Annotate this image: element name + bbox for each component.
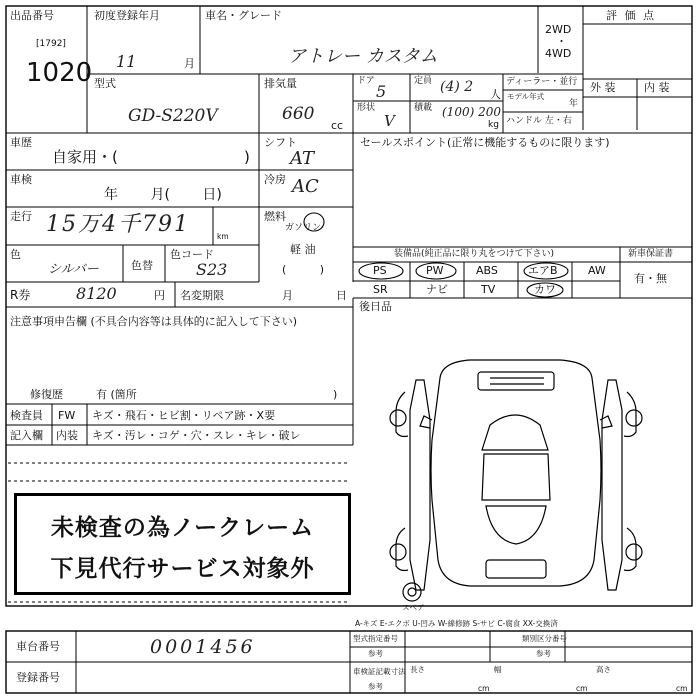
height-cm: cm <box>676 684 688 693</box>
score-label: 評 価 点 <box>606 9 656 22</box>
displacement-label: 排気量 <box>264 77 297 90</box>
inspection-value: 年 月( 日) <box>104 187 222 203</box>
fuel-paren: ( ) <box>282 263 325 276</box>
payload-value: (100) 200 <box>442 105 501 119</box>
type-desig-ref: 参考 <box>368 649 383 658</box>
payload-unit: kg <box>488 120 499 130</box>
aftermarket-label: 後日品 <box>359 300 392 313</box>
usage-label: 車歴 <box>10 136 32 149</box>
spare-label: スペア <box>402 603 425 612</box>
lot-label: 出品番号 <box>10 9 54 22</box>
first-reg-label: 初度登録年月 <box>94 9 160 22</box>
first-reg-month-unit: 月 <box>184 57 195 70</box>
chassis-value: 0001456 <box>150 636 256 658</box>
model-grade-label: 車名・グレード <box>205 9 282 22</box>
sales-points-label: セールスポイント(正常に機能するものに限ります) <box>360 136 610 149</box>
lot-ref: [1792] <box>36 39 66 49</box>
warranty-label: 新車保証書 <box>628 249 674 259</box>
mileage-unit: km <box>217 232 229 241</box>
displacement-unit: cc <box>331 119 344 132</box>
width-cm: cm <box>576 684 588 693</box>
type-desig-label: 型式指定番号 <box>353 634 398 643</box>
class-label: 類別区分番号 <box>522 634 567 643</box>
fuel-label: 燃料 <box>264 210 286 223</box>
equip-tv: TV <box>481 283 496 296</box>
capacity-label: 定員 <box>414 76 433 86</box>
exterior-label: 外 装 <box>590 81 616 94</box>
width-label: 幅 <box>494 665 502 674</box>
equip-ps: PS <box>373 264 387 277</box>
repair-value: 有 (箇所 <box>96 388 137 401</box>
equip-navi: ナビ <box>426 283 448 296</box>
shape-value: V <box>384 112 395 130</box>
recycle-label: R券 <box>10 288 31 302</box>
dims-ref: 参考 <box>368 682 383 691</box>
inspector-label-1: 検査員 <box>10 409 43 422</box>
interior-label: 内 装 <box>644 81 670 94</box>
chassis-label: 車台番号 <box>16 640 60 653</box>
damage-legend: A-キズ E-エクボ U-凹み W-線修跡 S-サビ C-腐食 XX-交換済 <box>355 619 558 628</box>
capacity-unit: 人 <box>490 88 501 101</box>
equipment-label: 装備品(純正品に限り丸をつけて下さい) <box>394 249 555 259</box>
notes-label: 注意事項申告欄 (不具合内容等は具体的に記入して下さい) <box>10 315 298 328</box>
payload-label: 積載 <box>414 103 433 113</box>
repair-label: 修復歴 <box>30 388 63 401</box>
recycle-value: 8120 <box>76 284 117 303</box>
aircon-label: 冷房 <box>264 173 286 186</box>
drive-2wd: 2WD <box>545 23 572 36</box>
no-claim-stamp <box>14 493 351 595</box>
name-change-label: 名変期限 <box>180 289 224 302</box>
equip-abs: ABS <box>476 264 498 277</box>
model-year-unit: 年 <box>569 99 579 109</box>
fuel-gasoline: ガソリン <box>285 223 322 233</box>
name-change-day: 日 <box>336 289 347 302</box>
equip-sr: SR <box>373 283 388 296</box>
aircon-value: AC <box>292 176 319 197</box>
reg-label: 登録番号 <box>16 671 60 684</box>
stamp-line-2: 下見代行サービス対象外 <box>50 556 315 582</box>
dims-label: 車検証記載寸法 <box>353 667 406 676</box>
equip-pw: PW <box>426 264 444 277</box>
car-diagram <box>390 360 642 601</box>
fuel-diesel: 軽 油 <box>290 243 316 256</box>
fw-items: キズ・飛石・ヒビ割・リペア跡・X要 <box>92 409 276 422</box>
doors-label: ドア <box>357 76 375 86</box>
mileage-label: 走行 <box>10 210 32 223</box>
inspector-label-2: 記入欄 <box>10 429 43 442</box>
length-label: 長さ <box>410 665 425 674</box>
usage-value: 自家用・( <box>52 148 118 166</box>
type-label: 型式 <box>94 77 116 90</box>
model-year-label: モデル年式 <box>507 92 545 101</box>
handle-label: ハンドル 左・右 <box>506 116 572 126</box>
name-change-month: 月 <box>282 289 293 302</box>
height-label: 高さ <box>596 665 611 674</box>
usage-close: ) <box>244 148 250 166</box>
repair-close: ) <box>333 388 338 401</box>
lot-number: 1020 <box>26 58 93 88</box>
color-change-label: 色替 <box>131 259 153 272</box>
class-ref: 参考 <box>536 649 551 658</box>
mileage-value: 15万4千791 <box>46 212 190 237</box>
displacement-value: 660 <box>282 104 315 124</box>
inspection-label: 車検 <box>10 173 32 186</box>
drive-4wd: 4WD <box>545 47 572 60</box>
shift-value: AT <box>290 148 315 169</box>
shift-label: シフト <box>264 136 297 149</box>
model-grade-value: アトレー カスタム <box>288 46 438 67</box>
doors-value: 5 <box>376 82 387 101</box>
color-value: シルバー <box>48 262 99 277</box>
equip-airbag: エアB <box>528 264 558 277</box>
interior-items: キズ・汚レ・コゲ・穴・スレ・キレ・破レ <box>92 429 301 442</box>
shape-label: 形状 <box>357 103 376 113</box>
color-code-value: S23 <box>196 260 228 279</box>
type-value: GD-S220V <box>128 106 218 126</box>
first-reg-year: 11 <box>116 52 137 71</box>
fw-label: FW <box>58 409 76 422</box>
dealer-label: ディーラー・並行 <box>506 77 578 87</box>
capacity-value: (4) 2 <box>440 79 474 95</box>
color-label: 色 <box>10 248 21 261</box>
recycle-unit: 円 <box>154 289 165 302</box>
length-cm: cm <box>478 684 490 693</box>
warranty-value: 有・無 <box>634 272 667 285</box>
stamp-line-1: 未検査の為ノークレーム <box>50 515 315 541</box>
drive-sep: ・ <box>556 35 567 48</box>
color-code-label: 色コード <box>170 248 214 261</box>
interior-inspect-label: 内装 <box>56 429 78 442</box>
equip-aw: AW <box>588 264 606 277</box>
equip-kawa: カワ <box>534 283 556 296</box>
